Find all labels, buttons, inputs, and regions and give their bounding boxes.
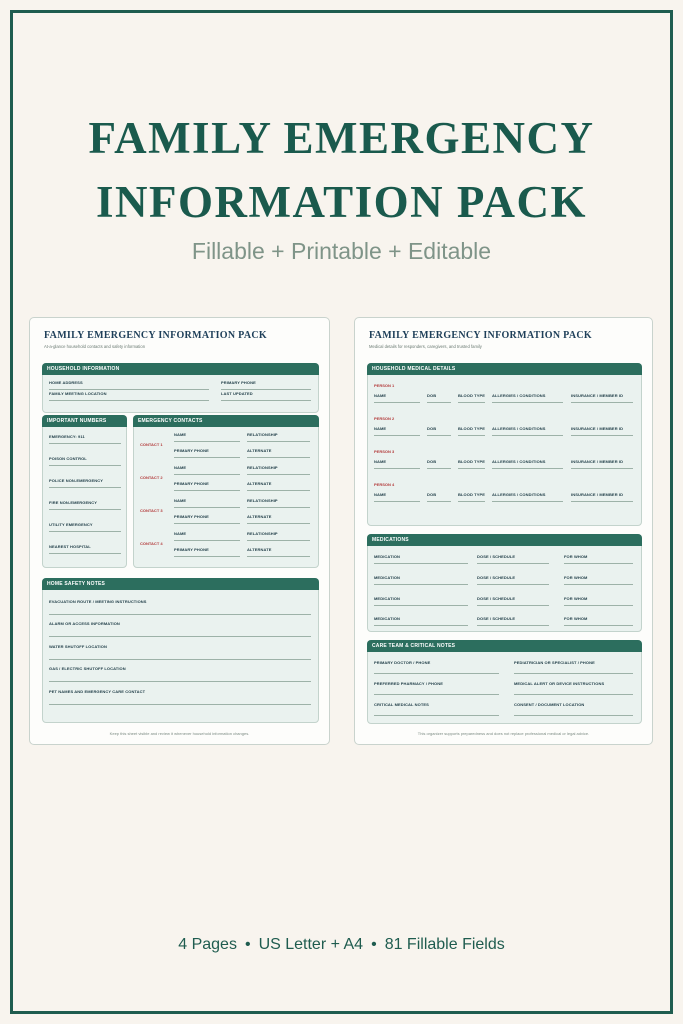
evacuation-route-field[interactable]: EVACUATION ROUTE / MEETING INSTRUCTIONS [49, 601, 311, 615]
bullet-separator: • [371, 936, 377, 953]
medication-1-for-whom-field[interactable]: FOR WHOM [564, 556, 633, 564]
person-2-allergies-field[interactable]: ALLERGIES / CONDITIONS [492, 428, 563, 436]
section-header: HOUSEHOLD INFORMATION [42, 363, 319, 375]
contact-2-label: CONTACT 2 [140, 475, 163, 480]
person-2-insurance-field[interactable]: INSURANCE / MEMBER ID [571, 428, 633, 436]
person-4-blood-type-field[interactable]: BLOOD TYPE [458, 494, 485, 502]
contact-1-relationship-field[interactable]: RELATIONSHIP [247, 434, 310, 442]
water-shutoff-field[interactable]: WATER SHUTOFF LOCATION [49, 646, 311, 660]
utility-emergency-field[interactable]: UTILITY EMERGENCY [49, 524, 121, 532]
household-medical-details-section [367, 363, 642, 526]
sheet-footer-note: This organizer supports preparedness and does not replace professional medical or legal advice. [417, 731, 590, 736]
medication-4-dose-field[interactable]: DOSE / SCHEDULE [477, 618, 549, 626]
home-address-field[interactable]: HOME ADDRESS [49, 382, 209, 390]
sheet-title: FAMILY EMERGENCY INFORMATION PACK [369, 330, 592, 341]
contact-3-name-field[interactable]: NAME [174, 500, 240, 508]
police-non-emergency-field[interactable]: POLICE NON-EMERGENCY [49, 480, 121, 488]
medication-3-field[interactable]: MEDICATION [374, 598, 468, 606]
person-4-label: PERSON 4 [374, 482, 395, 487]
medication-1-dose-field[interactable]: DOSE / SCHEDULE [477, 556, 549, 564]
sheet-page-2 [354, 317, 653, 745]
person-1-name-field[interactable]: NAME [374, 395, 420, 403]
pediatrician-field[interactable]: PEDIATRICIAN OR SPECIALIST / PHONE [514, 662, 633, 674]
person-4-name-field[interactable]: NAME [374, 494, 420, 502]
person-4-allergies-field[interactable]: ALLERGIES / CONDITIONS [492, 494, 563, 502]
contact-4-name-field[interactable]: NAME [174, 533, 240, 541]
person-3-name-field[interactable]: NAME [374, 461, 420, 469]
care-team-section [367, 640, 642, 724]
fire-non-emergency-field[interactable]: FIRE NON-EMERGENCY [49, 502, 121, 510]
medications-section [367, 534, 642, 632]
person-3-insurance-field[interactable]: INSURANCE / MEMBER ID [571, 461, 633, 469]
person-1-dob-field[interactable]: DOB [427, 395, 451, 403]
household-information-section [42, 363, 319, 413]
cover-subtitle: Fillable + Printable + Editable [191, 238, 492, 264]
section-header: MEDICATIONS [367, 534, 642, 546]
person-1-insurance-field[interactable]: INSURANCE / MEMBER ID [571, 395, 633, 403]
sheet-footer-note: Keep this sheet visible and review it whenever household information changes. [109, 731, 250, 736]
medication-2-for-whom-field[interactable]: FOR WHOM [564, 577, 633, 585]
bullet-separator: • [244, 936, 251, 953]
person-3-allergies-field[interactable]: ALLERGIES / CONDITIONS [492, 461, 563, 469]
nearest-hospital-field[interactable]: NEAREST HOSPITAL [49, 546, 121, 554]
contact-3-alternate-field[interactable]: ALTERNATE [247, 516, 310, 524]
person-1-blood-type-field[interactable]: BLOOD TYPE [458, 395, 485, 403]
person-2-label: PERSON 2 [374, 416, 395, 421]
contact-2-relationship-field[interactable]: RELATIONSHIP [247, 467, 310, 475]
contact-1-label: CONTACT 1 [140, 442, 163, 447]
preferred-pharmacy-field[interactable]: PREFERRED PHARMACY / PHONE [374, 683, 499, 695]
primary-doctor-field[interactable]: PRIMARY DOCTOR / PHONE [374, 662, 499, 674]
person-3-dob-field[interactable]: DOB [427, 461, 451, 469]
contact-4-phone-field[interactable]: PRIMARY PHONE [174, 549, 240, 557]
page-count-label: 4 Pages [178, 936, 237, 953]
contact-1-phone-field[interactable]: PRIMARY PHONE [174, 450, 240, 458]
medication-1-field[interactable]: MEDICATION [374, 556, 468, 564]
sheet-page-1 [29, 317, 330, 745]
contact-4-alternate-field[interactable]: ALTERNATE [247, 549, 310, 557]
contact-4-label: CONTACT 4 [140, 541, 163, 546]
contact-3-relationship-field[interactable]: RELATIONSHIP [247, 500, 310, 508]
contact-3-phone-field[interactable]: PRIMARY PHONE [174, 516, 240, 524]
alarm-access-field[interactable]: ALARM OR ACCESS INFORMATION [49, 623, 311, 637]
medication-3-dose-field[interactable]: DOSE / SCHEDULE [477, 598, 549, 606]
section-header: HOUSEHOLD MEDICAL DETAILS [367, 363, 642, 375]
critical-medical-notes-field[interactable]: CRITICAL MEDICAL NOTES [374, 704, 499, 716]
medication-4-for-whom-field[interactable]: FOR WHOM [564, 618, 633, 626]
pet-care-contact-field[interactable]: PET NAMES AND EMERGENCY CARE CONTACT [49, 691, 311, 705]
poison-control-field[interactable]: POISON CONTROL [49, 458, 121, 466]
person-3-label: PERSON 3 [374, 449, 395, 454]
last-updated-field[interactable]: LAST UPDATED [221, 393, 311, 401]
medication-2-field[interactable]: MEDICATION [374, 577, 468, 585]
family-meeting-location-field[interactable]: FAMILY MEETING LOCATION [49, 393, 209, 401]
person-2-dob-field[interactable]: DOB [427, 428, 451, 436]
important-numbers-section [42, 415, 127, 568]
contact-2-name-field[interactable]: NAME [174, 467, 240, 475]
contact-1-alternate-field[interactable]: ALTERNATE [247, 450, 310, 458]
section-header: EMERGENCY CONTACTS [133, 415, 319, 427]
field-count-label: 81 Fillable Fields [384, 936, 505, 953]
emergency-911-field[interactable]: EMERGENCY: 911 [49, 436, 121, 444]
person-2-name-field[interactable]: NAME [374, 428, 420, 436]
medical-alert-field[interactable]: MEDICAL ALERT OR DEVICE INSTRUCTIONS [514, 683, 633, 695]
section-header: HOME SAFETY NOTES [42, 578, 319, 590]
contact-2-alternate-field[interactable]: ALTERNATE [247, 483, 310, 491]
section-header: CARE TEAM & CRITICAL NOTES [367, 640, 642, 652]
contact-2-phone-field[interactable]: PRIMARY PHONE [174, 483, 240, 491]
consent-document-location-field[interactable]: CONSENT / DOCUMENT LOCATION [514, 704, 633, 716]
contact-3-label: CONTACT 3 [140, 508, 163, 513]
medication-4-field[interactable]: MEDICATION [374, 618, 468, 626]
home-safety-notes-section [42, 578, 319, 723]
sheet-title: FAMILY EMERGENCY INFORMATION PACK [44, 330, 267, 341]
person-4-dob-field[interactable]: DOB [427, 494, 451, 502]
cover-footer [0, 934, 683, 956]
medication-2-dose-field[interactable]: DOSE / SCHEDULE [477, 577, 549, 585]
contact-4-relationship-field[interactable]: RELATIONSHIP [247, 533, 310, 541]
sheet-subtitle: At-a-glance household contacts and safety information [44, 344, 146, 349]
cover-title-line1: FAMILY EMERGENCY [88, 113, 595, 163]
medication-3-for-whom-field[interactable]: FOR WHOM [564, 598, 633, 606]
primary-phone-field[interactable]: PRIMARY PHONE [221, 382, 311, 390]
contact-1-name-field[interactable]: NAME [174, 434, 240, 442]
paper-size-label: US Letter + A4 [258, 936, 364, 953]
person-3-blood-type-field[interactable]: BLOOD TYPE [458, 461, 485, 469]
section-header: IMPORTANT NUMBERS [42, 415, 127, 427]
emergency-contacts-section [133, 415, 319, 568]
person-1-label: PERSON 1 [374, 383, 395, 388]
sheet-subtitle: Medical details for responders, caregivers, and trusted family [369, 344, 482, 349]
person-1-allergies-field[interactable]: ALLERGIES / CONDITIONS [492, 395, 563, 403]
gas-electric-shutoff-field[interactable]: GAS / ELECTRIC SHUTOFF LOCATION [49, 668, 311, 682]
cover-title-line2: INFORMATION PACK [95, 177, 588, 227]
person-4-insurance-field[interactable]: INSURANCE / MEMBER ID [571, 494, 633, 502]
person-2-blood-type-field[interactable]: BLOOD TYPE [458, 428, 485, 436]
